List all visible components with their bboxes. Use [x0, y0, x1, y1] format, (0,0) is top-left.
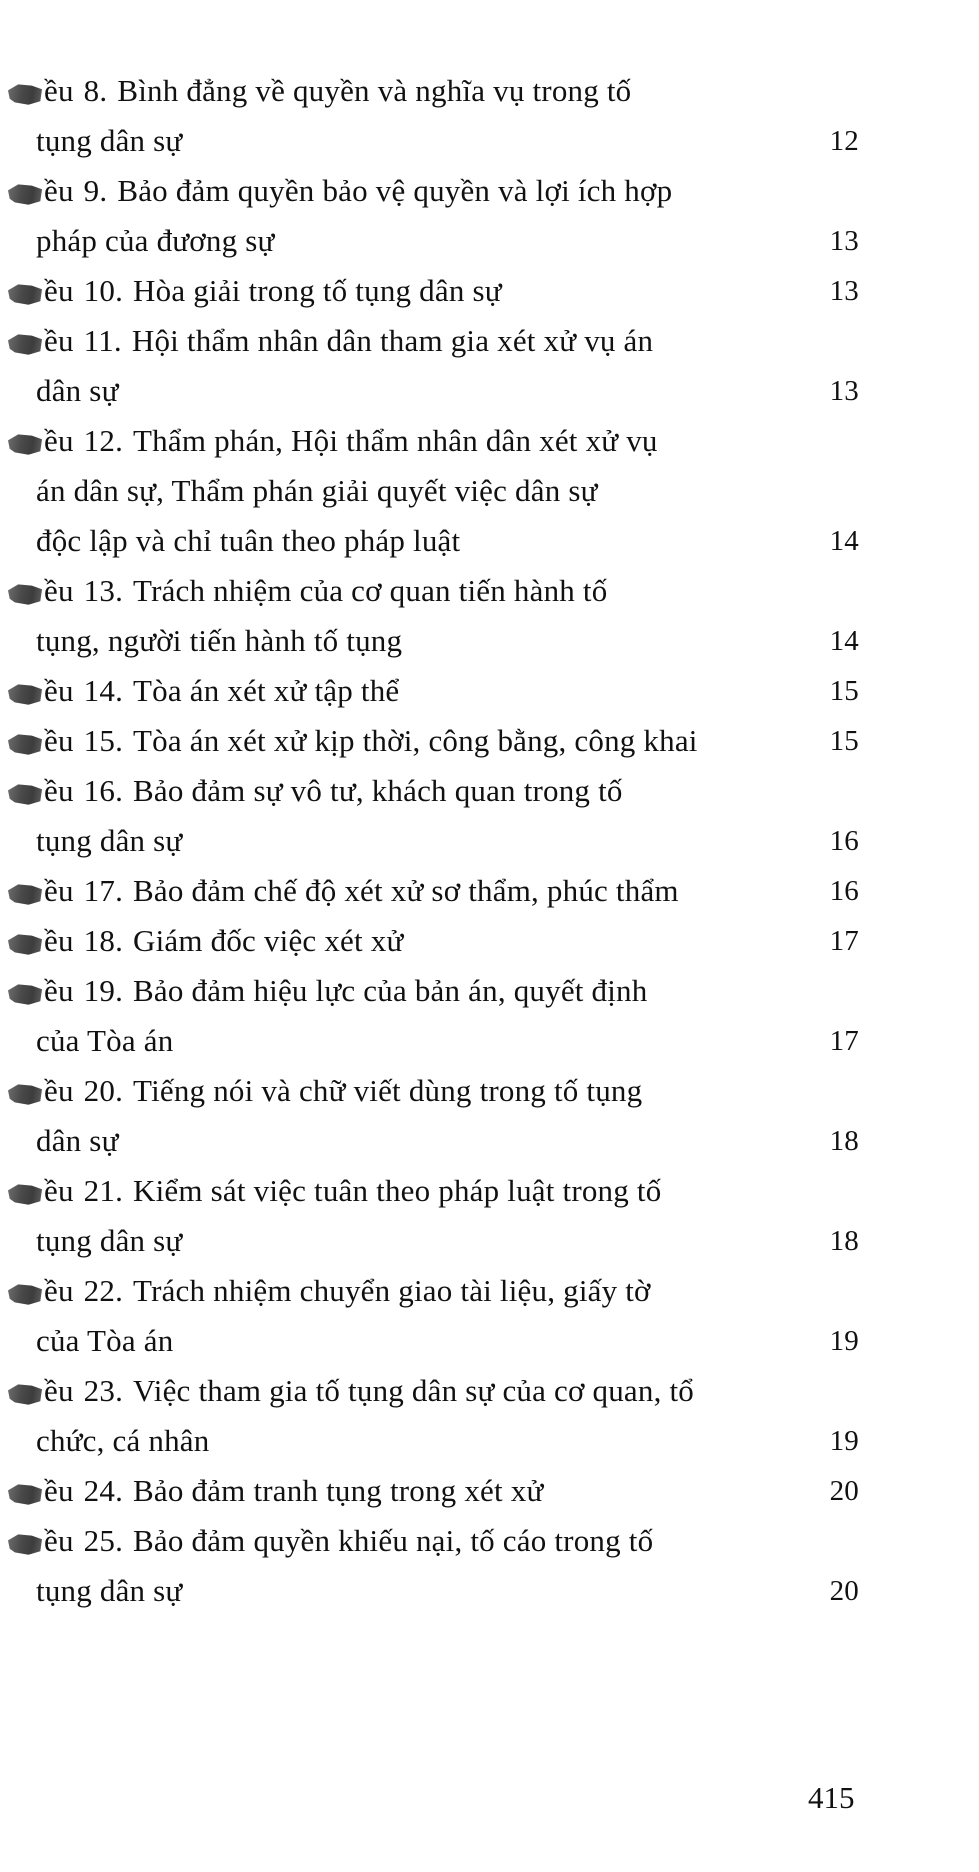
toc-entry-continuation-line — [0, 1016, 979, 1066]
ink-smudge-icon — [8, 82, 42, 106]
toc-entry — [0, 716, 979, 766]
toc-entry-prefix: ều — [44, 1473, 74, 1508]
toc-entry-text: tụng dân sự — [36, 1223, 183, 1258]
toc-entry-text: Bảo đảm hiệu lực của bản án, quyết định — [133, 973, 648, 1008]
toc-entry-number: 10. — [83, 273, 124, 308]
toc-entry-text: Tòa án xét xử kịp thời, công bằng, công khai — [133, 723, 698, 758]
toc-entry — [0, 1466, 979, 1516]
ink-smudge-icon — [8, 182, 42, 206]
toc-entry-title-line — [0, 166, 979, 216]
ink-smudge-icon — [8, 1482, 42, 1506]
toc-entry-text: Việc tham gia tố tụng dân sự của cơ quan, tổ — [133, 1373, 694, 1408]
toc-entry-title-line — [0, 716, 979, 766]
toc-entry-title-line — [0, 666, 979, 716]
ink-smudge-icon — [8, 882, 42, 906]
toc-entry-page-number: 13 — [829, 225, 859, 257]
toc-entry-page-number: 18 — [829, 1125, 859, 1157]
ink-smudge-icon — [8, 332, 42, 356]
toc-entry-title-line — [0, 316, 979, 366]
toc-entry-number: 17. — [83, 873, 124, 908]
toc-entry-page-number: 12 — [829, 125, 859, 157]
toc-entry-text: tụng, người tiến hành tố tụng — [36, 623, 403, 658]
toc-entry-page-number: 18 — [829, 1225, 859, 1257]
toc-entry-continuation-line — [0, 1566, 979, 1616]
toc-entry-text: Tiếng nói và chữ viết dùng trong tố tụng — [133, 1073, 643, 1108]
toc-entry-continuation-line — [0, 616, 979, 666]
toc-entry — [0, 666, 979, 716]
toc-entry-prefix: ều — [44, 173, 74, 208]
toc-entry-prefix: ều — [44, 323, 74, 358]
toc-entry-number: 22. — [83, 1273, 124, 1308]
toc-entry-continuation-line — [0, 516, 979, 566]
toc-entry-number: 25. — [83, 1523, 124, 1558]
toc-entry-title-line — [0, 66, 979, 116]
toc-entry-prefix: ều — [44, 973, 74, 1008]
toc-entry-number: 21. — [83, 1173, 124, 1208]
toc-entry-continuation-line — [0, 216, 979, 266]
toc-entry-number: 13. — [83, 573, 124, 608]
toc-entry — [0, 66, 979, 166]
toc-entry-continuation-line — [0, 1316, 979, 1366]
toc-entry-title-line — [0, 416, 979, 466]
ink-smudge-icon — [8, 682, 42, 706]
toc-entry-prefix: ều — [44, 573, 74, 608]
toc-entry-page-number: 16 — [829, 875, 859, 907]
toc-entry — [0, 1066, 979, 1166]
toc-entry-prefix: ều — [44, 1373, 74, 1408]
toc-entry — [0, 166, 979, 266]
toc-entry-continuation-line — [0, 466, 979, 516]
toc-entry-text: chức, cá nhân — [36, 1423, 210, 1458]
toc-entry-text: Bảo đảm chế độ xét xử sơ thẩm, phúc thẩm — [133, 873, 679, 908]
toc-entry-title-line — [0, 1466, 979, 1516]
toc-entry — [0, 916, 979, 966]
toc-entry-text: tụng dân sự — [36, 1573, 183, 1608]
toc-entry-page-number: 13 — [829, 275, 859, 307]
toc-entry-text: Hòa giải trong tố tụng dân sự — [133, 273, 502, 308]
toc-entry-title-line — [0, 866, 979, 916]
toc-entry-page-number: 14 — [829, 625, 859, 657]
toc-entry-number: 16. — [83, 773, 124, 808]
toc-entry — [0, 266, 979, 316]
toc-entry-text: dân sự — [36, 373, 119, 408]
toc-entry-text: Bảo đảm quyền khiếu nại, tố cáo trong tố — [133, 1523, 654, 1558]
toc-entry-title-line — [0, 766, 979, 816]
toc-entry-text: Bảo đảm tranh tụng trong xét xử — [133, 1473, 544, 1508]
toc-entry-page-number: 20 — [829, 1475, 859, 1507]
toc-entry-title-line — [0, 566, 979, 616]
toc-entry — [0, 316, 979, 416]
toc-entry-title-line — [0, 1366, 979, 1416]
ink-smudge-icon — [8, 982, 42, 1006]
toc-entry-page-number: 13 — [829, 375, 859, 407]
toc-entry-text: của Tòa án — [36, 1323, 174, 1358]
toc-entry-text: Trách nhiệm của cơ quan tiến hành tố — [133, 573, 608, 608]
toc-entry-page-number: 14 — [829, 525, 859, 557]
toc-entry-page-number: 16 — [829, 825, 859, 857]
toc-entry-prefix: ều — [44, 773, 74, 808]
toc-entry-title-line — [0, 266, 979, 316]
toc-entry-text: Bảo đảm quyền bảo vệ quyền và lợi ích hợp — [117, 173, 673, 208]
toc-entry-title-line — [0, 1166, 979, 1216]
toc-entry-text: pháp của đương sự — [36, 223, 275, 258]
ink-smudge-icon — [8, 1082, 42, 1106]
ink-smudge-icon — [8, 432, 42, 456]
toc-entry-page-number: 17 — [829, 1025, 859, 1057]
toc-entry-prefix: ều — [44, 1523, 74, 1558]
ink-smudge-icon — [8, 1182, 42, 1206]
toc-entry-number: 8. — [83, 73, 108, 108]
toc-entry-text: án dân sự, Thẩm phán giải quyết việc dân sự — [36, 473, 598, 508]
ink-smudge-icon — [8, 1282, 42, 1306]
toc-entry-page-number: 15 — [829, 725, 859, 757]
toc-entry-number: 19. — [83, 973, 124, 1008]
toc-entry-prefix: ều — [44, 723, 74, 758]
toc-entry-text: Tòa án xét xử tập thể — [133, 673, 400, 708]
toc-entry-text: Kiểm sát việc tuân theo pháp luật trong tố — [133, 1173, 662, 1208]
toc-entry-prefix: ều — [44, 423, 74, 458]
toc-entry — [0, 966, 979, 1066]
toc-entry-number: 24. — [83, 1473, 124, 1508]
toc-entry-number: 11. — [83, 323, 122, 358]
ink-smudge-icon — [8, 932, 42, 956]
toc-entry-number: 9. — [83, 173, 108, 208]
toc-entry-text: tụng dân sự — [36, 823, 183, 858]
table-of-contents — [0, 66, 979, 1616]
toc-entry-text: Hội thẩm nhân dân tham gia xét xử vụ án — [131, 323, 654, 358]
toc-entry-title-line — [0, 1516, 979, 1566]
toc-entry-continuation-line — [0, 116, 979, 166]
toc-entry-prefix: ều — [44, 273, 74, 308]
ink-smudge-icon — [8, 1532, 42, 1556]
toc-entry-title-line — [0, 916, 979, 966]
ink-smudge-icon — [8, 782, 42, 806]
toc-entry-text: dân sự — [36, 1123, 119, 1158]
toc-entry-number: 20. — [83, 1073, 124, 1108]
toc-entry-text: Giám đốc việc xét xử — [133, 923, 404, 958]
toc-entry-prefix: ều — [44, 873, 74, 908]
toc-entry-continuation-line — [0, 366, 979, 416]
toc-entry-number: 14. — [83, 673, 124, 708]
toc-entry-continuation-line — [0, 816, 979, 866]
toc-entry-text: tụng dân sự — [36, 123, 183, 158]
toc-entry-text: Trách nhiệm chuyển giao tài liệu, giấy tờ — [133, 1273, 651, 1308]
toc-entry-prefix: ều — [44, 73, 74, 108]
toc-entry — [0, 416, 979, 566]
toc-entry-prefix: ều — [44, 1273, 74, 1308]
toc-entry-continuation-line — [0, 1116, 979, 1166]
toc-entry-number: 12. — [83, 423, 124, 458]
toc-entry-continuation-line — [0, 1216, 979, 1266]
toc-entry — [0, 1516, 979, 1616]
toc-entry-page-number: 15 — [829, 675, 859, 707]
toc-entry-text: Bảo đảm sự vô tư, khách quan trong tố — [133, 773, 623, 808]
toc-entry-prefix: ều — [44, 1073, 74, 1108]
ink-smudge-icon — [8, 582, 42, 606]
toc-entry — [0, 1266, 979, 1366]
toc-entry-title-line — [0, 1266, 979, 1316]
toc-entry — [0, 766, 979, 866]
ink-smudge-icon — [8, 1382, 42, 1406]
toc-entry — [0, 1166, 979, 1266]
toc-entry-text: Thẩm phán, Hội thẩm nhân dân xét xử vụ — [133, 423, 658, 458]
toc-entry-page-number: 19 — [829, 1325, 859, 1357]
toc-entry-page-number: 17 — [829, 925, 859, 957]
toc-entry-continuation-line — [0, 1416, 979, 1466]
toc-entry — [0, 866, 979, 916]
toc-entry-text: Bình đẳng về quyền và nghĩa vụ trong tố — [117, 73, 632, 108]
footer-page-number: 415 — [808, 1780, 855, 1815]
toc-entry-prefix: ều — [44, 923, 74, 958]
ink-smudge-icon — [8, 732, 42, 756]
toc-entry-number: 15. — [83, 723, 124, 758]
toc-entry-text: của Tòa án — [36, 1023, 174, 1058]
toc-entry — [0, 1366, 979, 1466]
toc-entry-title-line — [0, 966, 979, 1016]
toc-entry-prefix: ều — [44, 673, 74, 708]
toc-entry-number: 23. — [83, 1373, 124, 1408]
toc-entry-text: độc lập và chỉ tuân theo pháp luật — [36, 523, 461, 558]
toc-entry-page-number: 20 — [829, 1575, 859, 1607]
toc-entry-title-line — [0, 1066, 979, 1116]
toc-entry-number: 18. — [83, 923, 124, 958]
toc-entry — [0, 566, 979, 666]
toc-entry-prefix: ều — [44, 1173, 74, 1208]
ink-smudge-icon — [8, 282, 42, 306]
toc-entry-page-number: 19 — [829, 1425, 859, 1457]
